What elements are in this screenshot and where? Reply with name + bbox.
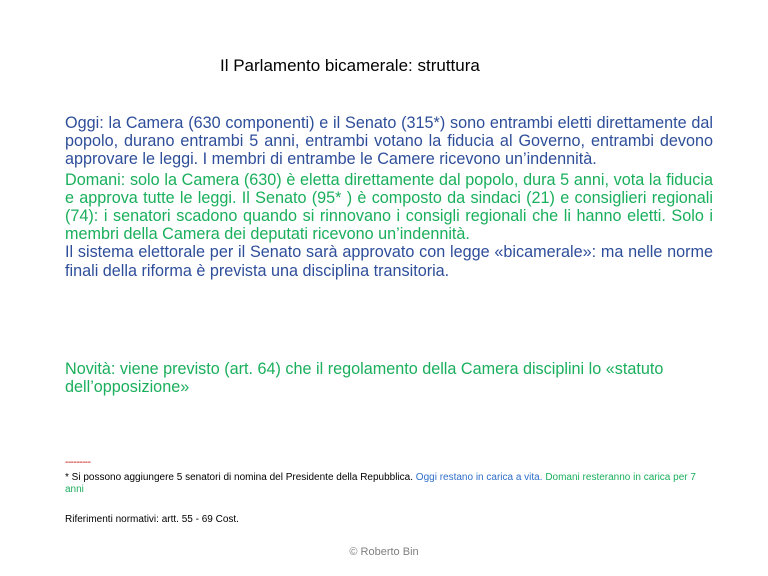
references: Riferimenti normativi: artt. 55 - 69 Cost. (65, 514, 239, 525)
paragraph-oggi: Oggi: la Camera (630 componenti) e il Senato (315*) sono entrambi eletti direttamente dal popolo, durano entrambi 5 anni, entrambi votano la fiducia al Governo, entrambi devono approvare le leggi. I membri di entrambe le Camere ricevono un’indennità. (65, 114, 713, 169)
paragraph-domani: Domani: solo la Camera (630) è eletta direttamente dal popolo, dura 5 anni, vota la fiducia e approva tutte le leggi. Il Senato (95* ) è composto da sindaci (21) e consiglieri regionali (74): i senatori scadono quando si rinnovano i consigli regionali che li hanno eletti. Solo i membri della Camera dei deputati ricevono un’indennità. (65, 170, 713, 244)
footnote (65, 472, 715, 496)
slide-title: Il Parlamento bicamerale: struttura (220, 56, 480, 75)
footnote-main: * Si possono aggiungere 5 senatori di nomina del Presidente della Repubblica. (65, 472, 414, 483)
footnote-separator: --------- (65, 457, 91, 468)
paragraph-novita: Novità: viene previsto (art. 64) che il regolamento della Camera disciplini lo «statuto dell’opposizione» (65, 360, 664, 397)
copyright: © Roberto Bin (349, 546, 419, 558)
body-text (65, 114, 713, 280)
footnote-domani: Domani resteranno in carica per 7 anni (65, 472, 696, 495)
footnote-oggi: Oggi restano in carica a vita. (415, 472, 543, 483)
paragraph-sistema-elettorale: Il sistema elettorale per il Senato sarà approvato con legge «bicamerale»: ma nelle norme finali della riforma è prevista una disciplina transitoria. (65, 243, 713, 280)
